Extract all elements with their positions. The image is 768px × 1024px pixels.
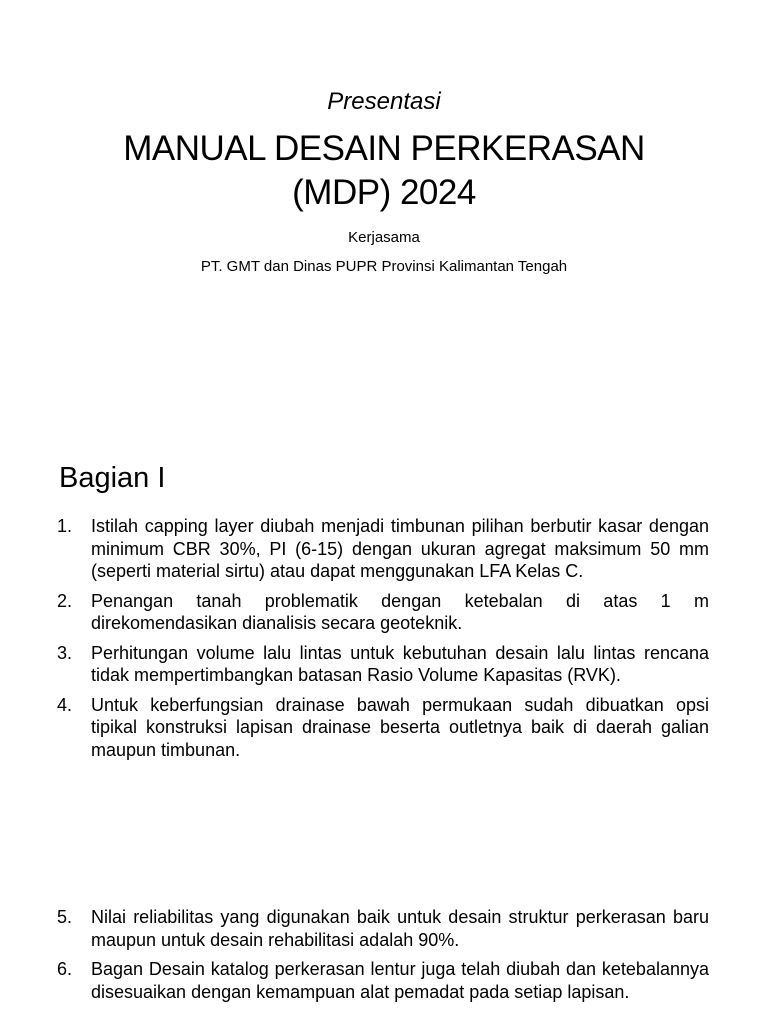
title-line-1: MANUAL DESAIN PERKERASAN	[123, 129, 645, 168]
list-item-number: 1.	[57, 516, 73, 536]
list-item-number: 3.	[57, 642, 73, 663]
document-title	[0, 127, 768, 215]
list-item	[57, 590, 709, 635]
list-item-number: 5.	[57, 907, 73, 927]
changes-list-part-1	[57, 515, 709, 768]
list-item-text: Bagan Desain katalog perkerasan lentur juga telah diubah dan ketebalannya disesuaikan dengan kemampuan alat pemadat pada setiap lapisan.	[91, 959, 709, 1002]
list-item-number: 4.	[57, 694, 73, 715]
list-item-text: Perhitungan volume lalu lintas untuk kebutuhan desain lalu lintas rencana tidak mempertimbangkan batasan Rasio Volume Kapasitas (RVK).	[91, 642, 709, 685]
list-item	[57, 906, 709, 951]
list-item	[57, 642, 709, 687]
list-item-text: Penangan tanah problematik dengan ketebalan di atas 1 m direkomendasikan dianalisis secara geoteknik.	[91, 590, 709, 633]
list-item-text: Untuk keberfungsian drainase bawah permukaan sudah dibuatkan opsi tipikal konstruksi lapisan drainase beserta outletnya baik di daerah galian maupun timbunan.	[91, 694, 709, 760]
title-line-2: (MDP) 2024	[292, 173, 476, 212]
list-item	[57, 958, 709, 1003]
title-slide	[0, 0, 768, 420]
list-item-text: Nilai reliabilitas yang digunakan baik untuk desain struktur perkerasan baru maupun untuk desain rehabilitasi adalah 90%.	[91, 907, 709, 950]
presentation-label: Presentasi	[327, 88, 441, 115]
subtitle-organizations: PT. GMT dan Dinas PUPR Provinsi Kalimantan Tengah	[200, 258, 568, 275]
list-item	[57, 515, 709, 583]
section-heading: Bagian I	[59, 462, 166, 494]
subtitle-cooperation: Kerjasama	[348, 229, 420, 246]
list-item-number: 6.	[57, 959, 73, 979]
list-item-number: 2.	[57, 590, 73, 611]
list-item	[57, 694, 709, 762]
list-item-text: Istilah capping layer diubah menjadi timbunan pilihan berbutir kasar dengan minimum CBR 30%, PI (6-15) dengan ukuran agregat maksimum 50 mm (seperti material sirtu) atau dapat menggunakan LFA Kelas C.	[91, 516, 709, 581]
changes-list-part-2	[57, 906, 709, 1010]
